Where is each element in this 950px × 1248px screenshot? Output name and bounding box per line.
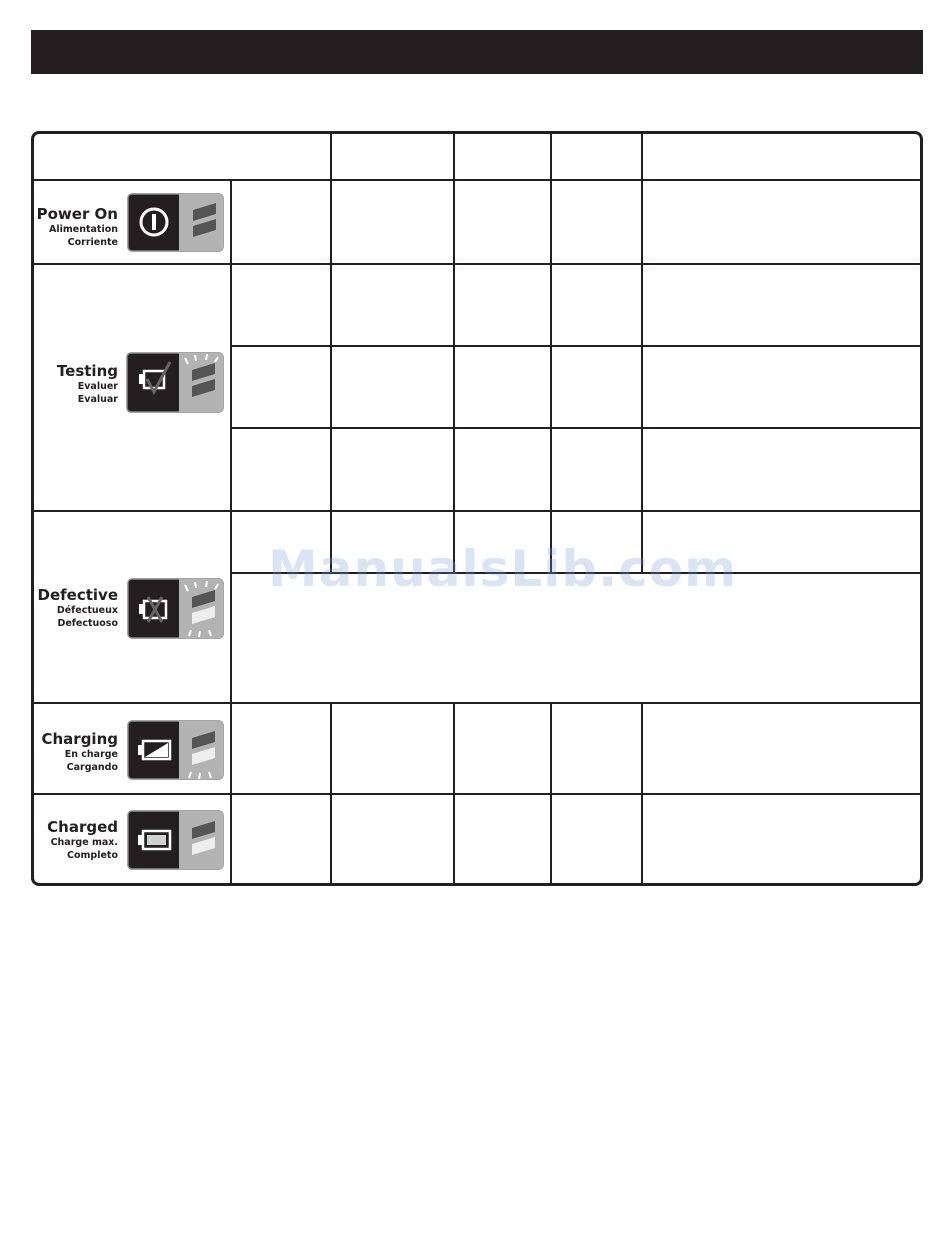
status-title: Testing [56,362,118,380]
table-rule [550,702,552,884]
table-rule [453,702,455,884]
table-rule [641,702,643,884]
status-label-charged [34,818,118,862]
status-spanish: Defectuoso [57,618,118,629]
status-french: Alimentation [48,224,118,235]
status-spanish: Evaluar [77,394,118,405]
table-rule [33,793,921,795]
status-french: Charge max. [50,837,118,848]
table-rule [330,133,332,573]
battery-half-icon [127,720,224,780]
battery-x-icon [127,578,224,639]
status-title: Power On [36,205,118,223]
table-rule [33,702,921,704]
status-title: Charged [47,818,118,836]
table-rule [231,345,921,347]
watermark: ManualsLib.com [268,540,738,598]
table-rule [33,263,921,265]
table-rule [641,133,643,573]
status-title: Charging [41,730,118,748]
table-rule [550,133,552,573]
status-label-charging [34,730,118,774]
table-rule [33,179,921,181]
table-rule [230,179,232,884]
status-title: Defective [37,586,118,604]
header-bar [31,30,923,74]
status-label-power-on [34,205,118,249]
status-label-defective [34,586,118,630]
status-french: En charge [64,749,118,760]
status-french: Evaluer [77,381,118,392]
status-spanish: Corriente [67,237,118,248]
status-french: Défectueux [56,605,118,616]
table-rule [453,133,455,573]
status-label-testing [34,362,118,406]
battery-check-icon [126,352,224,413]
battery-empty-icon [127,810,224,870]
table-rule [231,427,921,429]
power-icon [127,193,224,252]
table-rule [330,702,332,884]
status-spanish: Completo [67,850,118,861]
status-spanish: Cargando [66,762,118,773]
table-rule [33,510,921,512]
